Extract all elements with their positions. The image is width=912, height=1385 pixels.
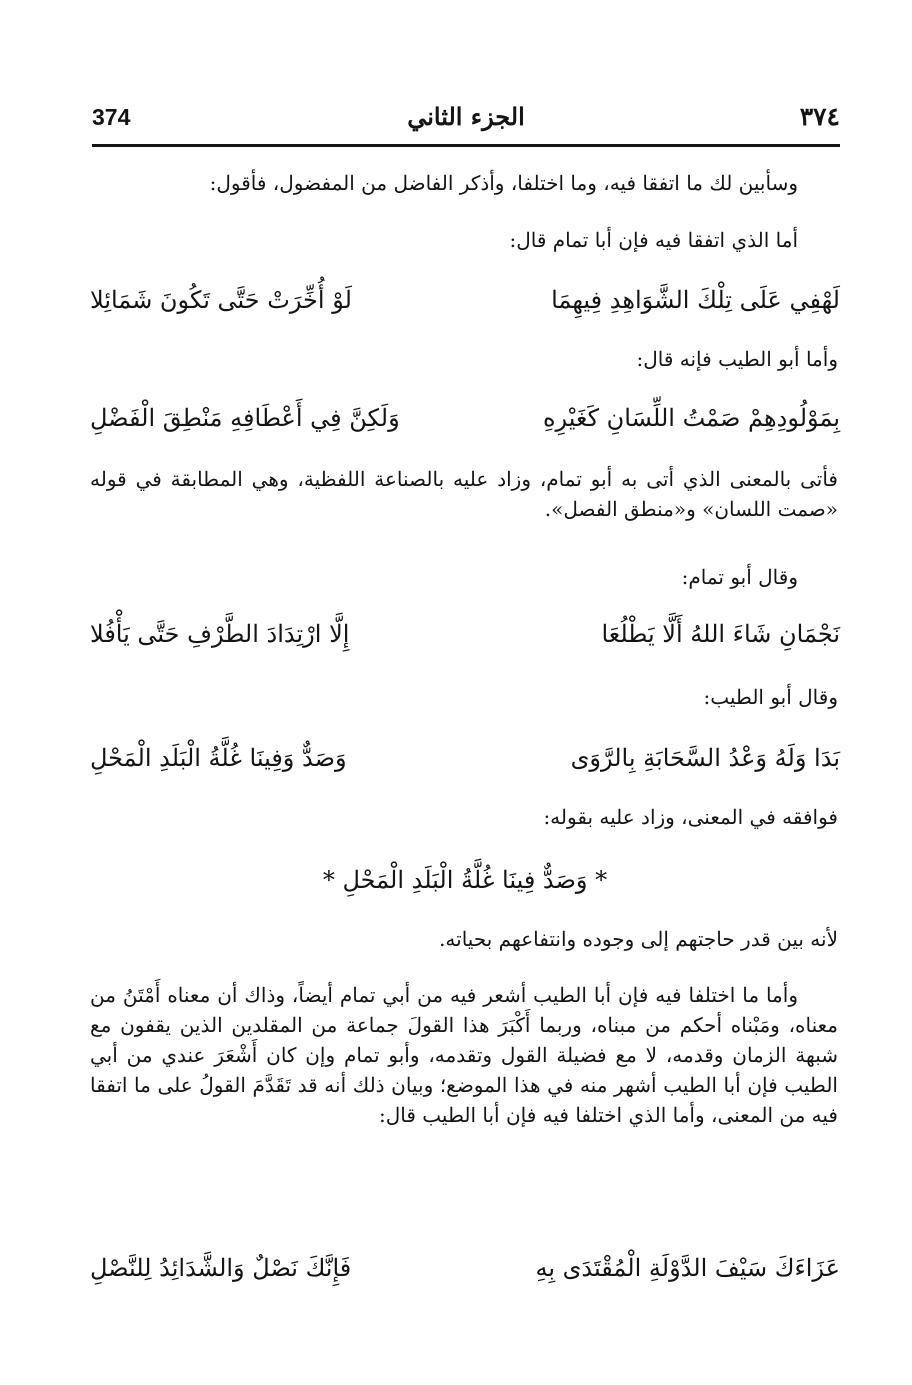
header-rule: [92, 144, 840, 147]
verse-abu-tayyib-3: [90, 1248, 840, 1296]
verse-hemistich-second: فَإِنَّكَ نَصْلٌ وَالشَّدَائِدُ لِلنَّصْلِ: [90, 1254, 352, 1282]
paragraph-abu-tayyib-said-2: وقال أبو الطيب:: [703, 685, 838, 709]
verse-abu-tayyib-2: [90, 738, 840, 786]
verse-hemistich-second: لَوْ أُخِّرَتْ حَتَّى تَكُونَ شَمَائِلا: [90, 286, 352, 314]
paragraph-agreement-intro: أما الذي اتفقا فيه فإن أبا تمام قال:: [509, 228, 798, 252]
verse-hemistich-second: وَصَدٌّ وَفِينَا غُلَّةُ الْبَلَدِ الْمَحْلِ: [90, 744, 347, 772]
verse-hemistich-first: لَهْفِي عَلَى تِلْكَ الشَّوَاهِدِ فِيهِمَا: [551, 286, 840, 314]
verse-abu-tayyib-1: [90, 398, 840, 446]
verse-abu-tammam-1: [90, 280, 840, 328]
verse-hemistich-second: إِلَّا ارْتِدَادَ الطَّرْفِ حَتَّى يَأْفُلا: [90, 620, 350, 648]
running-title: الجزء الثاني: [407, 102, 525, 131]
page-header: [92, 98, 840, 144]
paragraph-abu-tammam-said: وقال أبو تمام:: [681, 565, 798, 589]
paragraph-abu-tayyib-said: وأما أبو الطيب فإنه قال:: [636, 347, 838, 371]
paragraph-intro: وسأبين لك ما اتفقا فيه، وما اختلفا، وأذكر الفاضل من المفضول، فأقول:: [209, 171, 798, 195]
page-number-arabic: ٣٧٤: [799, 102, 840, 131]
verse-hemistich-second: وَلَكِنَّ فِي أَعْطَافِهِ مَنْطِقَ الْفَضْلِ: [90, 404, 400, 432]
page-number-latin: 374: [92, 104, 131, 130]
paragraph-agreed-added: فوافقه في المعنى، وزاد عليه بقوله:: [543, 805, 838, 829]
paragraph-comparison: فأتى بالمعنى الذي أتى به أبو تمام، وزاد عليه بالصناعة اللفظية، وهي المطابقة في قوله «صمت اللسان» و«منطق الفصل».: [90, 467, 838, 521]
verse-hemistich-first: نَجْمَانِ شَاءَ اللهُ أَلَّا يَطْلُعَا: [601, 620, 840, 648]
verse-hemistich-first: بَدَا وَلَهُ وَعْدُ السَّحَابَةِ بِالرَّوَى: [570, 744, 840, 772]
verse-hemistich-first: بِمَوْلُودِهِمْ صَمْتُ اللِّسَانِ كَغَيْرِهِ: [542, 404, 840, 432]
verse-hemistich-first: عَزَاءَكَ سَيْفَ الدَّوْلَةِ الْمُقْتَدَى بِهِ: [535, 1254, 840, 1282]
quoted-hemistich: * وَصَدٌّ فِينَا غُلَّةُ الْبَلَدِ الْمَحْلِ *: [322, 866, 608, 894]
verse-abu-tammam-2: [90, 614, 840, 662]
paragraph-because: لأنه بين قدر حاجتهم إلى وجوده وانتفاعهم بحياته.: [439, 927, 838, 951]
paragraph-difference: وأما ما اختلفا فيه فإن أبا الطيب أشعر فيه من أبي تمام أيضاً، وذاك أن معناه أَمْتَنُ من معناه، ومَبْناه أحكم من مبناه، وربما أَكْبَرَ هذا القولَ جماعة من المقلدين الذين يقفون مع شبهة الزمان وقدمه، لا مع فضيلة القول وتقدمه، وأبو تمام وإن كان أَشْعَرَ عندي من أبي الطيب فإن أبا الطيب أشهر منه في هذا الموضع؛ وبيان ذلك أنه قد تَقَدَّمَ القولُ على ما اتفقا فيه من المعنى، وأما الذي اختلفا فيه فإن أبا الطيب قال:: [90, 983, 838, 1127]
